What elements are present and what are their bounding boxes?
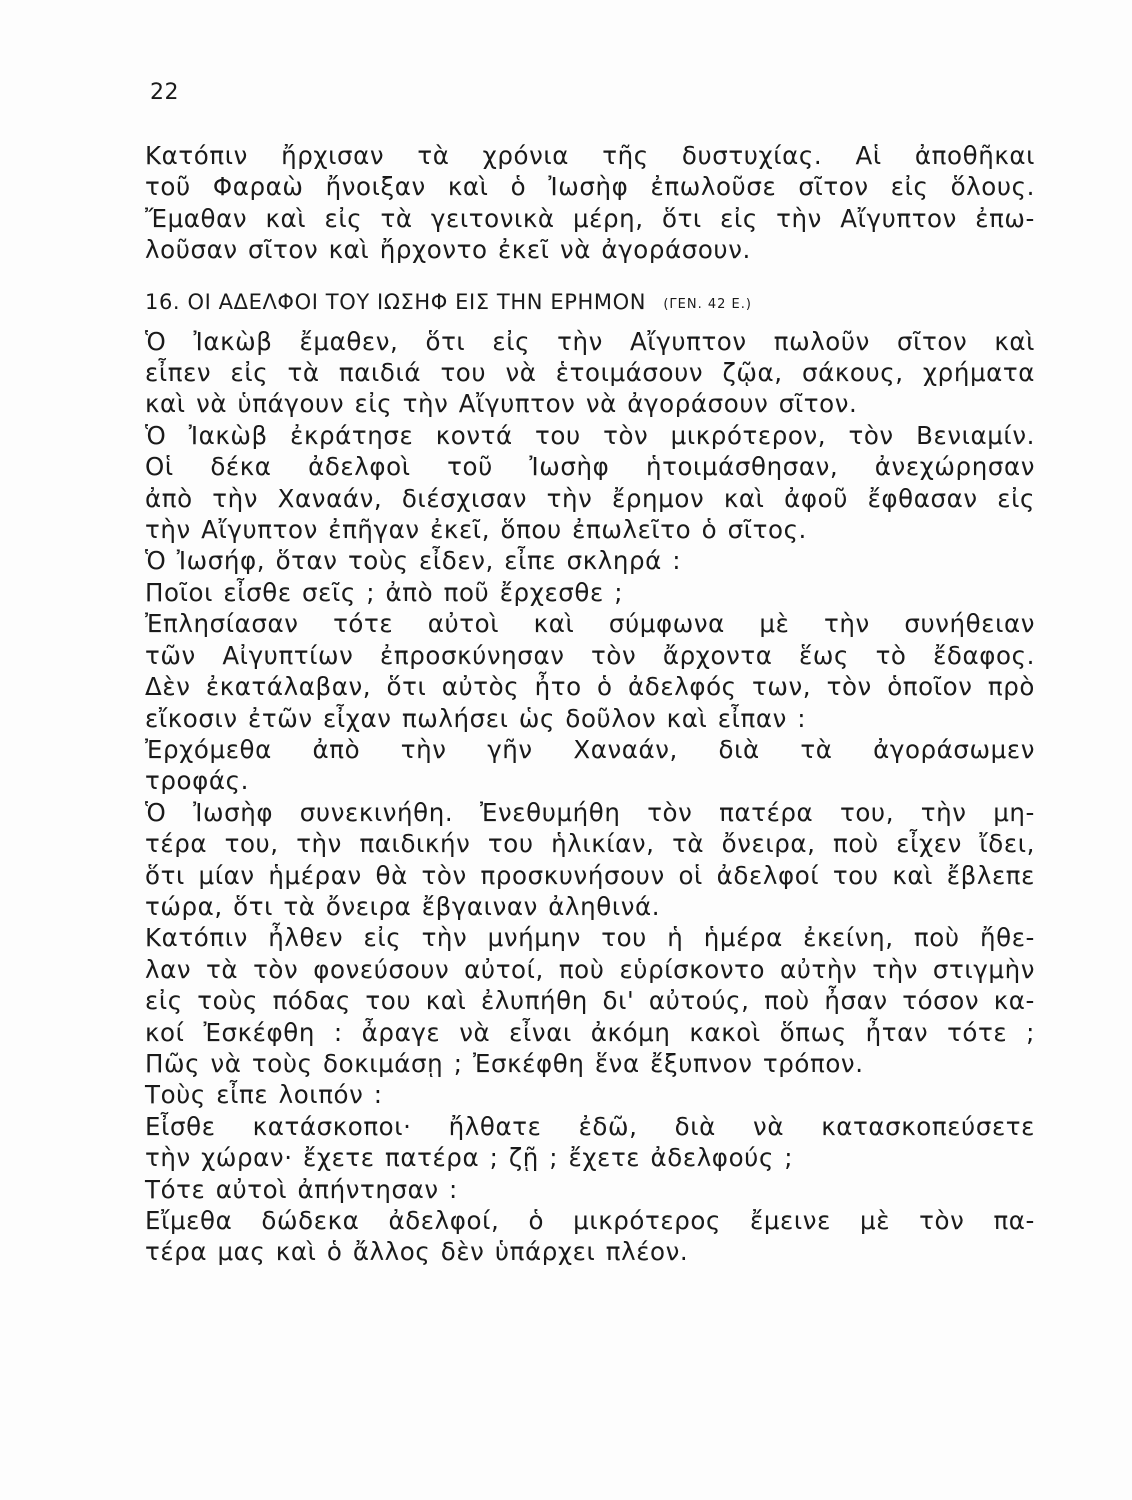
text-line: λοῦσαν σῖτον καὶ ἤρχοντο ἐκεῖ νὰ ἀγοράσουν.	[145, 235, 751, 265]
text-block	[145, 140, 1035, 1268]
intro-paragraph	[145, 140, 1035, 266]
text-line: Εἶσθε κατάσκοποι· ἤλθατε ἐδῶ, διὰ νὰ κατασκοπεύσετε	[145, 1111, 1035, 1141]
text-line: τροφάς.	[145, 766, 249, 796]
text-line: ἀπὸ τὴν Χαναάν, διέσχισαν τὴν ἔρημον καὶ ἀφοῦ ἔφθασαν εἰς	[145, 483, 1035, 513]
text-line: τὴν χώραν· ἔχετε πατέρα ; ζῇ ; ἔχετε ἀδελφούς ;	[145, 1143, 794, 1173]
text-line: Ὁ Ἰακὼβ ἔμαθεν, ὅτι εἰς τὴν Αἴγυπτον πωλοῦν σῖτον καὶ	[145, 326, 1035, 356]
text-line: Ἐπλησίασαν τότε αὐτοὶ καὶ σύμφωνα μὲ τὴν συνήθειαν	[145, 609, 1035, 639]
text-line: τέρα μας καὶ ὁ ἄλλος δὲν ὑπάρχει πλέον.	[145, 1237, 689, 1267]
body-text	[145, 326, 1035, 1268]
text-line: Ἔμαθαν καὶ εἰς τὰ γειτονικὰ μέρη, ὅτι εἰς τὴν Αἴγυπτον ἐπω-	[145, 203, 1035, 233]
text-line: Ὁ Ἰωσήφ, ὅταν τοὺς εἶδεν, εἶπε σκληρά :	[145, 546, 682, 576]
text-line: τώρα, ὅτι τὰ ὄνειρα ἔβγαιναν ἀληθινά.	[145, 891, 661, 921]
text-line: εἰς τοὺς πόδας του καὶ ἐλυπήθη δι' αὐτούς, ποὺ ἦσαν τόσον κα-	[145, 986, 1035, 1016]
text-line: Οἱ δέκα ἀδελφοὶ τοῦ Ἰωσὴφ ἡτοιμάσθησαν, ἀνεχώρησαν	[145, 452, 1035, 482]
page-number: 22	[150, 80, 179, 105]
text-line: Πῶς νὰ τοὺς δοκιμάσῃ ; Ἐσκέφθη ἕνα ἔξυπνον τρόπον.	[145, 1048, 864, 1078]
text-line: τὴν Αἴγυπτον ἐπῆγαν ἐκεῖ, ὅπου ἐπωλεῖτο ὁ σῖτος.	[145, 515, 807, 545]
text-line: τοῦ Φαραὼ ἤνοιξαν καὶ ὁ Ἰωσὴφ ἐπωλοῦσε σῖτον εἰς ὅλους.	[145, 172, 1035, 202]
text-line: Ὁ Ἰακὼβ ἐκράτησε κοντά του τὸν μικρότερον, τὸν Βενιαμίν.	[145, 420, 1035, 450]
text-line: λαν τὰ τὸν φονεύσουν αὐτοί, ποὺ εὑρίσκοντο αὐτὴν τὴν στιγμὴν	[145, 954, 1035, 984]
text-line: κοί Ἐσκέφθη : ἆραγε νὰ εἶναι ἀκόμη κακοὶ ὅπως ἦταν τότε ;	[145, 1017, 1035, 1047]
text-line: Δὲν ἐκατάλαβαν, ὅτι αὐτὸς ἦτο ὁ ἀδελφός των, τὸν ὁποῖον πρὸ	[145, 672, 1035, 702]
text-line: τέρα του, τὴν παιδικήν του ἡλικίαν, τὰ ὄνειρα, ποὺ εἶχεν ἴδει,	[145, 829, 1035, 859]
text-line: Ἐρχόμεθα ἀπὸ τὴν γῆν Χαναάν, διὰ τὰ ἀγοράσωμεν	[145, 734, 1035, 764]
text-line: εἴκοσιν ἐτῶν εἶχαν πωλήσει ὡς δοῦλον καὶ εἶπαν :	[145, 703, 807, 733]
text-line: ὅτι μίαν ἡμέραν θὰ τὸν προσκυνήσουν οἱ ἀδελφοί του καὶ ἔβλεπε	[145, 860, 1035, 890]
text-line: Κατόπιν ἤρχισαν τὰ χρόνια τῆς δυστυχίας. Αἱ ἀποθῆκαι	[145, 141, 1035, 170]
text-line: Ὁ Ἰωσὴφ συνεκινήθη. Ἐνεθυμήθη τὸν πατέρα του, τὴν μη-	[145, 797, 1035, 827]
text-line: εἶπεν εἰς τὰ παιδιά του νὰ ἑτοιμάσουν ζῷα, σάκους, χρήματα	[145, 358, 1035, 388]
text-line: Ποῖοι εἶσθε σεῖς ; ἀπὸ ποῦ ἔρχεσθε ;	[145, 577, 624, 607]
section-title: 16. ΟΙ ΑΔΕΛΦΟΙ ΤΟΥ ΙΩΣΗΦ ΕΙΣ ΤΗΝ ΕΡΗΜΟΝ	[145, 289, 647, 314]
text-line: Τότε αὐτοὶ ἀπήντησαν :	[145, 1174, 458, 1204]
text-line: καὶ νὰ ὑπάγουν εἰς τὴν Αἴγυπτον νὰ ἀγοράσουν σῖτον.	[145, 389, 858, 419]
text-line: τῶν Αἰγυπτίων ἐπροσκύνησαν τὸν ἄρχοντα ἕως τὸ ἔδαφος.	[145, 640, 1035, 670]
text-line: Τοὺς εἶπε λοιπόν :	[145, 1080, 383, 1110]
section-heading	[145, 288, 1035, 320]
section-reference: (ΓΕΝ. 42 Ε.)	[663, 296, 752, 312]
text-line: Εἴμεθα δώδεκα ἀδελφοί, ὁ μικρότερος ἔμεινε μὲ τὸν πα-	[145, 1206, 1035, 1235]
text-line: Κατόπιν ἦλθεν εἰς τὴν μνήμην του ἡ ἡμέρα ἐκείνη, ποὺ ἤθε-	[145, 923, 1035, 953]
